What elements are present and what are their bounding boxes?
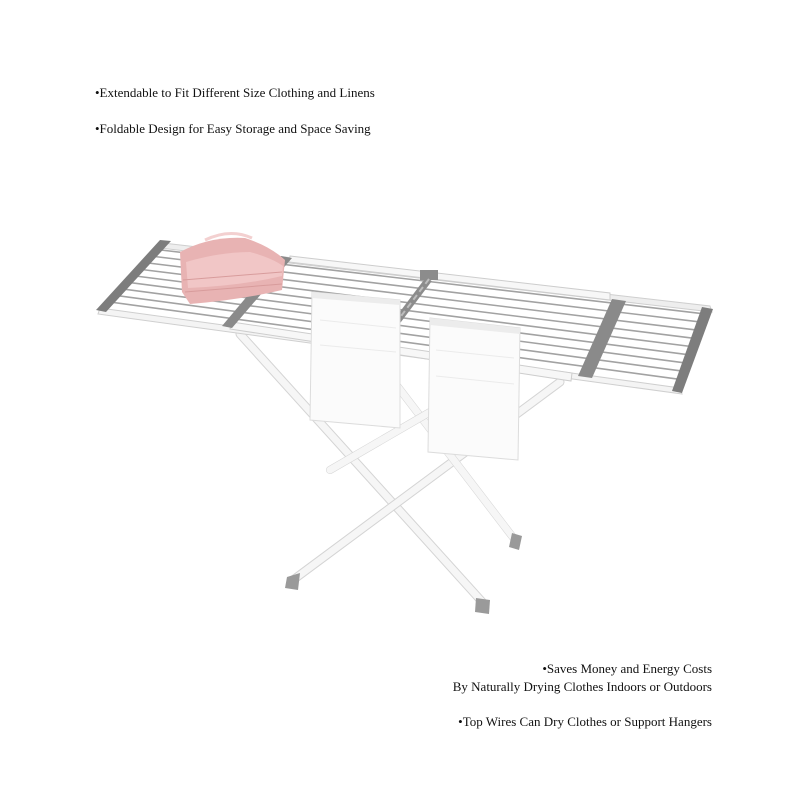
feature-saves-line-2: By Naturally Drying Clothes Indoors or Outdoors <box>452 679 712 694</box>
leg-feet <box>285 533 522 614</box>
white-towels <box>310 292 520 460</box>
feature-foldable: •Foldable Design for Easy Storage and Space Saving <box>95 121 371 136</box>
feature-saves-line-1: •Saves Money and Energy Costs <box>542 661 712 676</box>
feature-top-wires: •Top Wires Can Dry Clothes or Support Hangers <box>458 714 712 729</box>
feature-extendable: •Extendable to Fit Different Size Clothing and Linens <box>95 85 375 100</box>
